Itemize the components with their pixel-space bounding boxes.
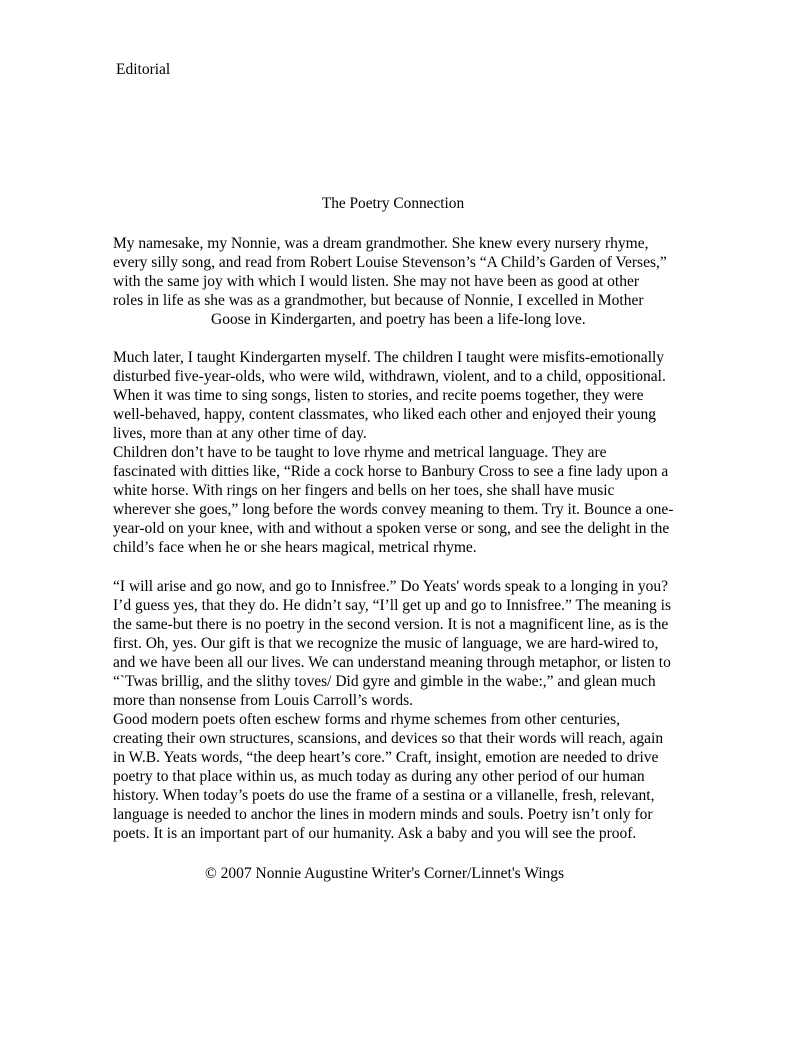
body-line: “`Twas brillig, and the slithy toves/ Did gyre and gimble in the wabe:,” and glean much [113,673,656,690]
body-line: poets. It is an important part of our humanity. Ask a baby and you will see the proof. [113,825,637,842]
body-line: more than nonsense from Louis Carroll’s words. [113,692,414,709]
body-line: language is needed to anchor the lines in modern minds and souls. Poetry isn’t only for [113,806,653,823]
body-line: first. Oh, yes. Our gift is that we recognize the music of language, we are hard-wired to, [113,635,659,652]
body-line: history. When today’s poets do use the frame of a sestina or a villanelle, fresh, relevant, [113,787,655,804]
body-line: I’d guess yes, that they do. He didn’t say, “I’ll get up and go to Innisfree.” The meaning is [113,597,672,614]
body-line: roles in life as she was as a grandmother, but because of Nonnie, I excelled in Mother [113,292,644,309]
body-line: fascinated with ditties like, “Ride a cock horse to Banbury Cross to see a fine lady upon a [113,463,669,480]
body-line: Goose in Kindergarten, and poetry has been a life-long love. [211,311,586,328]
document-title: The Poetry Connection [321,195,465,212]
body-line: Much later, I taught Kindergarten myself. The children I taught were misfits-emotionally [113,349,665,366]
body-line: Children don’t have to be taught to love rhyme and metrical language. They are [113,444,607,461]
body-line: with the same joy with which I would listen. She may not have been as good at other [113,273,640,290]
body-line: and we have been all our lives. We can understand meaning through metaphor, or listen to [113,654,671,671]
header-label: Editorial [116,61,171,78]
body-line: lives, more than at any other time of day. [113,425,367,442]
body-line: white horse. With rings on her fingers and bells on her toes, she shall have music [113,482,615,499]
body-line: every silly song, and read from Robert Louise Stevenson’s “A Child’s Garden of Verses,” [113,254,667,271]
copyright-footer: © 2007 Nonnie Augustine Writer's Corner/Linnet's Wings [205,865,565,882]
body-line: Good modern poets often eschew forms and rhyme schemes from other centuries, [113,711,621,728]
body-line: child’s face when he or she hears magical, metrical rhyme. [113,539,477,556]
body-line: in W.B. Yeats words, “the deep heart’s core.” Craft, insight, emotion are needed to drive [113,749,659,766]
body-line: poetry to that place within us, as much today as during any other period of our human [113,768,645,785]
body-line: When it was time to sing songs, listen to stories, and recite poems together, they were [113,387,644,404]
body-line: My namesake, my Nonnie, was a dream grandmother. She knew every nursery rhyme, [113,235,649,252]
body-line: disturbed five-year-olds, who were wild, withdrawn, violent, and to a child, oppositional. [113,368,666,385]
body-line: the same-but there is no poetry in the second version. It is not a magnificent line, as is the [113,616,669,633]
body-line: creating their own structures, scansions, and devices so that their words will reach, again [113,730,664,747]
body-line: wherever she goes,” long before the words convey meaning to them. Try it. Bounce a one- [113,501,674,518]
body-line: well-behaved, happy, content classmates, who liked each other and enjoyed their young [113,406,657,423]
body-line: “I will arise and go now, and go to Innisfree.” Do Yeats' words speak to a longing in you? [113,578,668,595]
body-line: year-old on your knee, with and without a spoken verse or song, and see the delight in the [113,520,670,537]
